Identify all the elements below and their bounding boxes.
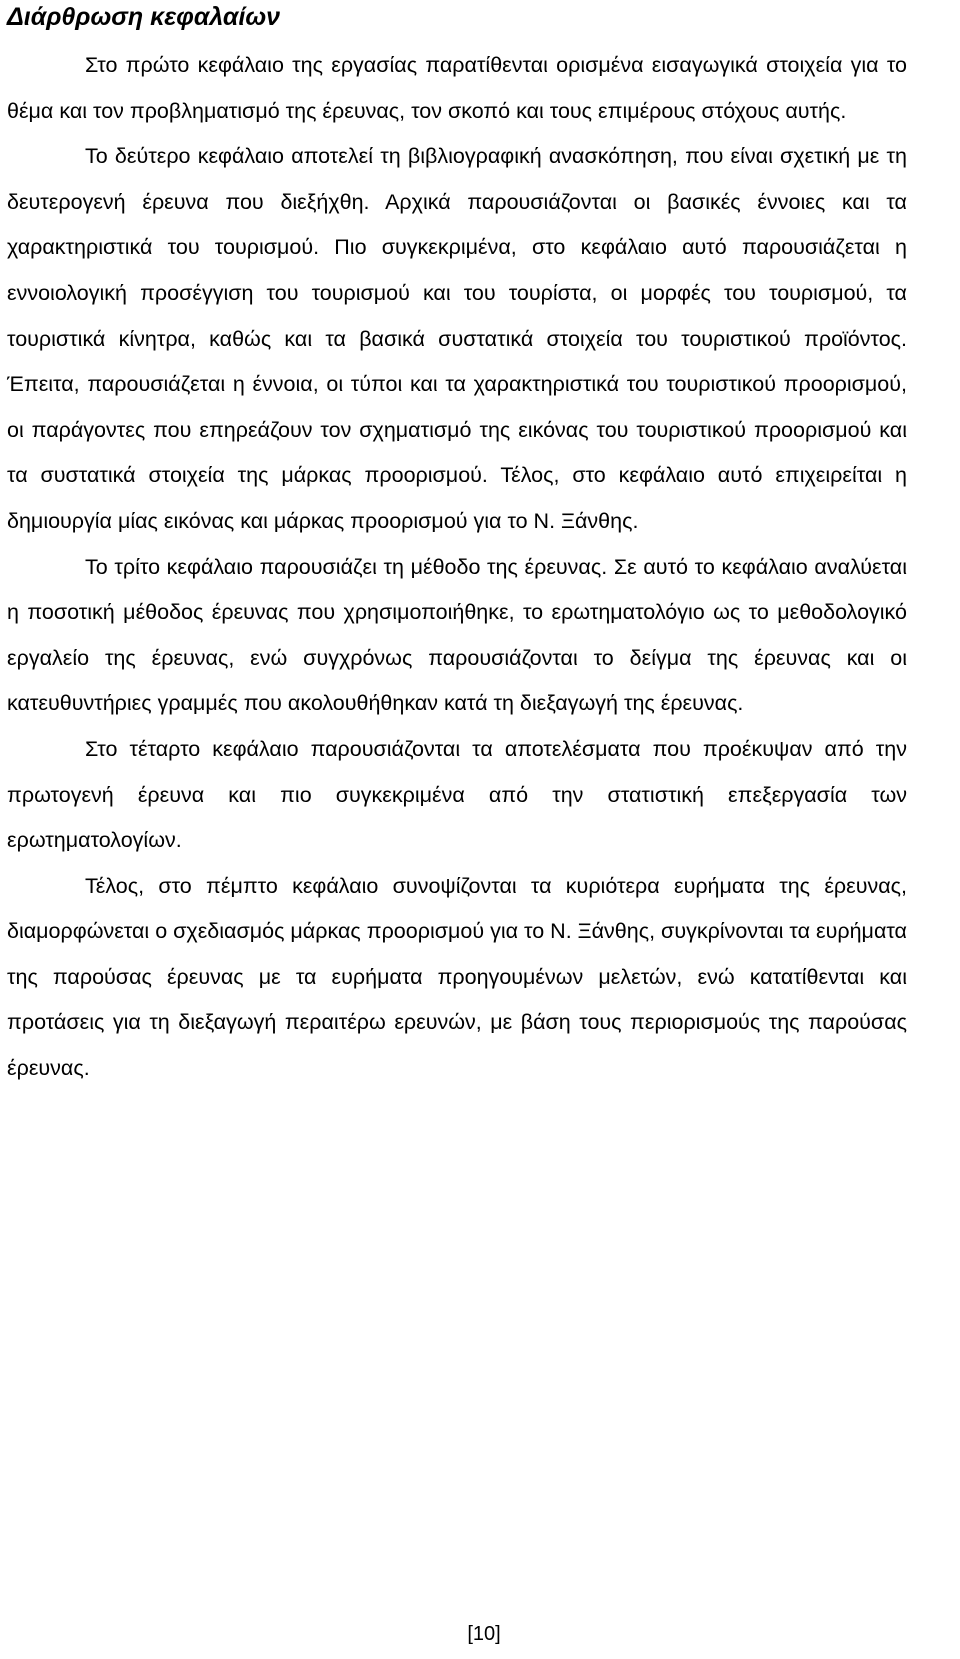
section-heading: Διάρθρωση κεφαλαίων bbox=[7, 3, 281, 31]
paragraph-chapter-2: Το δεύτερο κεφάλαιο αποτελεί τη βιβλιογραφική ανασκόπηση, που είναι σχετική με τη δευτερογενή έρευνα που διεξήχθη. Αρχικά παρουσιάζονται οι βασικές έννοιες και τα χαρακτηριστικά του τουρισμού. Πιο συγκεκριμένα, στο κεφάλαιο αυτό παρουσιάζεται η εννοιολογική προσέγγιση του τουρισμού και του τουρίστα, οι μορφές του τουρισμού, τα τουριστικά κίνητρα, καθώς και τα βασικά συστατικά στοιχεία του τουριστικού προϊόντος. Έπειτα, παρουσιάζεται η έννοια, οι τύποι και τα χαρακτηριστικά του τουριστικού προορισμού, οι παράγοντες που επηρεάζουν τον σχηματισμό της εικόνας του τουριστικού προορισμού και τα συστατικά στοιχεία της μάρκας προορισμού. Τέλος, στο κεφάλαιο αυτό επιχειρείται η δημιουργία μίας εικόνας και μάρκας προορισμού για το Ν. Ξάνθης. bbox=[7, 144, 907, 533]
paragraph-chapter-3: Το τρίτο κεφάλαιο παρουσιάζει τη μέθοδο της έρευνας. Σε αυτό το κεφάλαιο αναλύεται η ποσοτική μέθοδος έρευνας που χρησιμοποιήθηκε, το ερωτηματολόγιο ως το μεθοδολογικό εργαλείο της έρευνας, ενώ συγχρόνως παρουσιάζονται το δείγμα της έρευνας και οι κατευθυντήριες γραμμές που ακολουθήθηκαν κατά τη διεξαγωγή της έρευνας. bbox=[7, 554, 907, 716]
paragraph-chapter-1: Στο πρώτο κεφάλαιο της εργασίας παρατίθενται ορισμένα εισαγωγικά στοιχεία για το θέμα και τον προβληματισμό της έρευνας, τον σκοπό και τους επιμέρους στόχους αυτής. bbox=[7, 53, 907, 123]
paragraph-chapter-4: Στο τέταρτο κεφάλαιο παρουσιάζονται τα αποτελέσματα που προέκυψαν από την πρωτογενή έρευνα και πιο συγκεκριμένα από την στατιστική επεξεργασία των ερωτηματολογίων. bbox=[7, 736, 907, 853]
page-number: [10] bbox=[467, 1623, 501, 1645]
document-page bbox=[7, 0, 907, 1092]
paragraph-chapter-5: Τέλος, στο πέμπτο κεφάλαιο συνοψίζονται τα κυριότερα ευρήματα της έρευνας, διαμορφώνεται ο σχεδιασμός μάρκας προορισμού για το Ν. Ξάνθης, συγκρίνονται τα ευρήματα της παρούσας έρευνας με τα ευρήματα προηγουμένων μελετών, ενώ κατατίθενται και προτάσεις για τη διεξαγωγή περαιτέρω ερευνών, με βάση τους περιορισμούς της παρούσας έρευνας. bbox=[7, 873, 907, 1081]
